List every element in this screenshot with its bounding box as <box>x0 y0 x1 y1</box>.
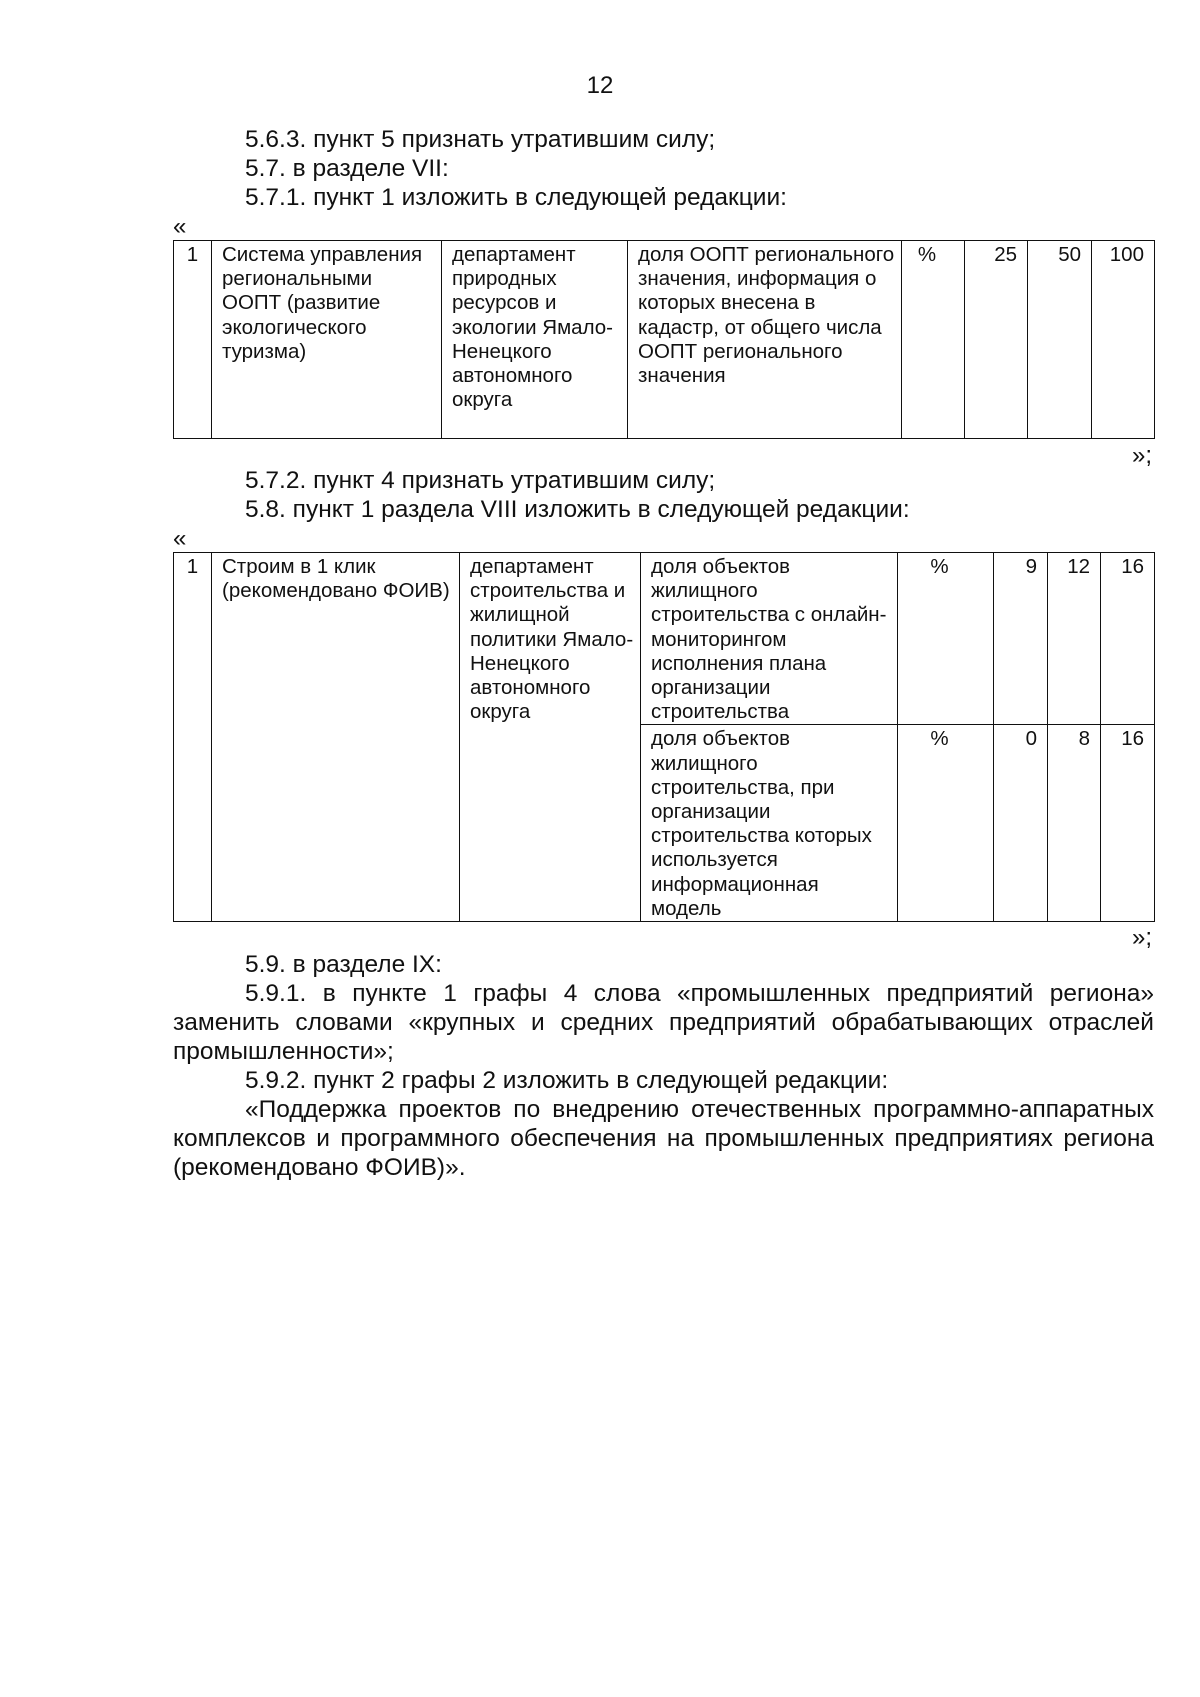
value-1: 0 <box>994 725 1048 922</box>
table2-close-quote: »; <box>1131 924 1152 951</box>
paragraph-5-6-3: 5.6.3. пункт 5 признать утратившим силу; <box>245 126 716 153</box>
indicator: доля ООПТ регионального значения, информация о которых внесена в кадастр, от общего числа ООПТ регионального значения <box>628 241 902 439</box>
unit: % <box>898 725 994 922</box>
table1-open-quote: « <box>173 213 187 240</box>
table-section-vii <box>173 240 1155 439</box>
indicator: доля объектов жилищного строительства, при организации строительства которых используется информационная модель <box>641 725 898 922</box>
unit: % <box>902 241 965 439</box>
table-row <box>174 553 1155 725</box>
indicator: доля объектов жилищного строительства с онлайн-мониторингом исполнения плана организации строительства <box>641 553 898 725</box>
value-3: 16 <box>1101 553 1155 725</box>
paragraph-5-7-2: 5.7.2. пункт 4 признать утратившим силу; <box>245 467 716 494</box>
table1-close-quote: »; <box>1131 442 1152 469</box>
responsible-department: департамент природных ресурсов и экологии Ямало-Ненецкого автономного округа <box>442 241 628 439</box>
paragraph-5-9: 5.9. в разделе IX: <box>245 951 442 978</box>
responsible-department: департамент строительства и жилищной политики Ямало-Ненецкого автономного округа <box>460 553 641 922</box>
value-2: 12 <box>1048 553 1101 725</box>
row-number: 1 <box>174 241 212 439</box>
table-row <box>174 241 1155 439</box>
table2-open-quote: « <box>173 525 187 552</box>
value-3: 100 <box>1092 241 1155 439</box>
paragraph-5-9-1: 5.9.1. в пункте 1 графы 4 слова «промышленных предприятий региона» заменить словами «крупных и средних предприятий обрабатывающих отраслей промышленности»; <box>173 980 1154 1065</box>
measure-name: Система управления региональными ООПТ (развитие экологического туризма) <box>212 241 442 439</box>
paragraph-5-7: 5.7. в разделе VII: <box>245 155 449 182</box>
paragraph-5-9-2-text: «Поддержка проектов по внедрению отечественных программно-аппаратных комплексов и программного обеспечения на промышленных предприятиях региона (рекомендовано ФОИВ)». <box>173 1096 1154 1181</box>
measure-name: Строим в 1 клик (рекомендовано ФОИВ) <box>212 553 460 922</box>
page-number: 12 <box>586 72 614 99</box>
paragraph-5-8: 5.8. пункт 1 раздела VIII изложить в следующей редакции: <box>245 496 910 523</box>
value-2: 8 <box>1048 725 1101 922</box>
value-3: 16 <box>1101 725 1155 922</box>
paragraph-5-7-1: 5.7.1. пункт 1 изложить в следующей редакции: <box>245 184 787 211</box>
table-section-viii <box>173 552 1155 922</box>
paragraph-5-9-2: 5.9.2. пункт 2 графы 2 изложить в следующей редакции: <box>245 1067 889 1094</box>
row-number: 1 <box>174 553 212 922</box>
value-1: 25 <box>965 241 1028 439</box>
value-1: 9 <box>994 553 1048 725</box>
unit: % <box>898 553 994 725</box>
value-2: 50 <box>1028 241 1092 439</box>
